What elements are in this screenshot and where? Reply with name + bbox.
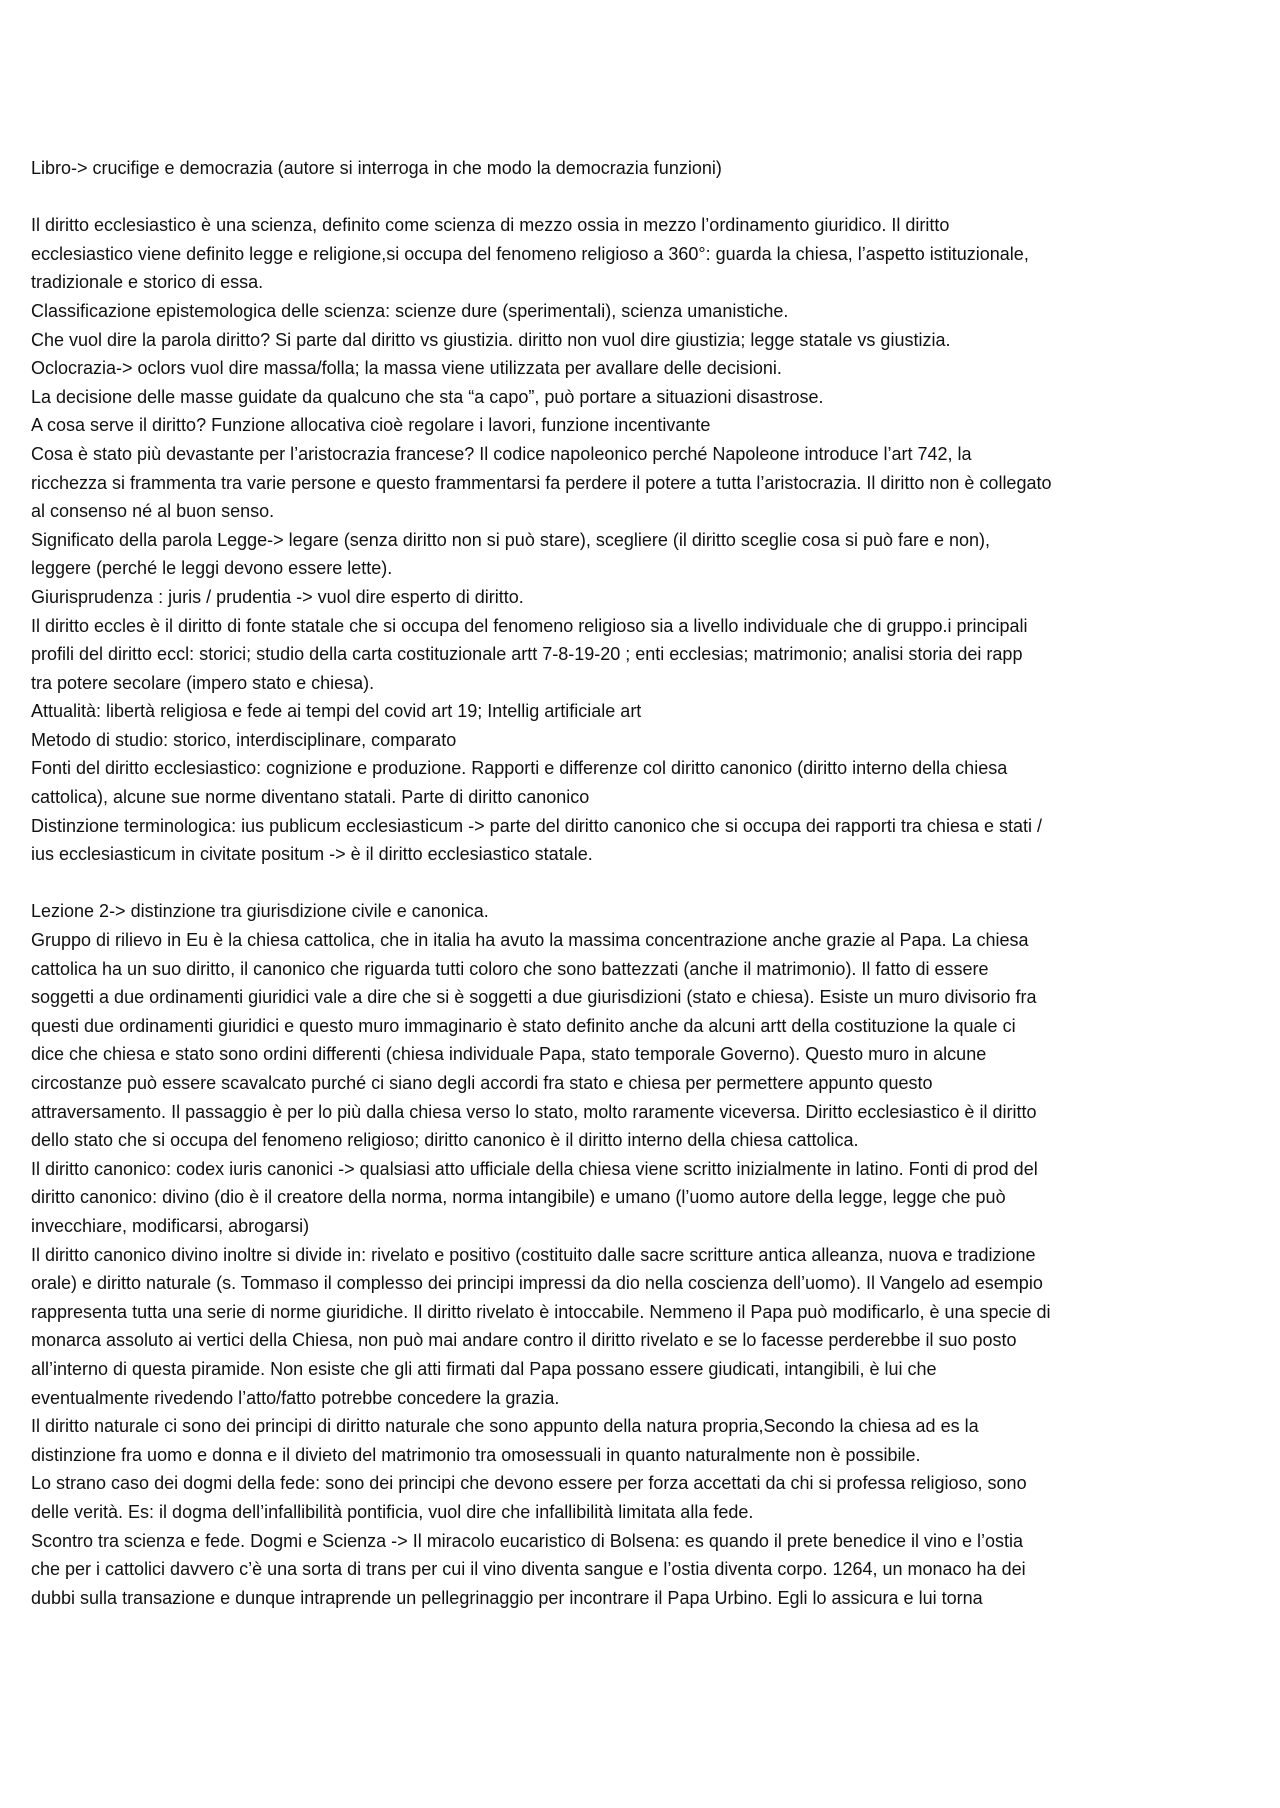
paragraph-gap <box>31 183 1256 212</box>
text-line: al consenso né al buon senso. <box>31 501 275 522</box>
text-line: Oclocrazia-> oclors vuol dire massa/folla; la massa viene utilizzata per avallare delle decisioni. <box>31 358 782 379</box>
text-line: attraversamento. Il passaggio è per lo più dalla chiesa verso lo stato, molto raramente viceversa. Diritto ecclesiastico è il diritto <box>31 1101 1037 1122</box>
text-line: che per i cattolici davvero c’è una sorta di trans per cui il vino diventa sangue e l’ostia diventa corpo. 1264, un monaco ha dei <box>31 1559 1026 1580</box>
text-line: Il diritto eccles è il diritto di fonte statale che si occupa del fenomeno religioso sia a livello individuale che di gruppo.i principali <box>31 615 1028 636</box>
text-line: Lezione 2-> distinzione tra giurisdizione civile e canonica. <box>31 901 489 922</box>
text-line: cattolica), alcune sue norme diventano statali. Parte di diritto canonico <box>31 787 590 808</box>
text-line: questi due ordinamenti giuridici e questo muro immaginario è stato definito anche da alcuni artt della costituzione la quale ci <box>31 1015 1016 1036</box>
text-line: Fonti del diritto ecclesiastico: cognizione e produzione. Rapporti e differenze col diritto canonico (diritto interno della chiesa <box>31 758 1008 779</box>
text-line: Metodo di studio: storico, interdisciplinare, comparato <box>31 729 457 750</box>
text-line: Lo strano caso dei dogmi della fede: sono dei principi che devono essere per forza accettati da chi si professa religioso, sono <box>31 1473 1027 1494</box>
text-line: Il diritto naturale ci sono dei principi di diritto naturale che sono appunto della natura propria,Secondo la chiesa ad es la <box>31 1416 979 1437</box>
text-line: ecclesiastico viene definito legge e religione,si occupa del fenomeno religioso a 360°: guarda la chiesa, l’aspetto istituzionale, <box>31 243 1029 264</box>
text-line: Classificazione epistemologica delle scienza: scienze dure (sperimentali), scienza umanistiche. <box>31 300 789 321</box>
text-line: Che vuol dire la parola diritto? Si parte dal diritto vs giustizia. diritto non vuol dire giustizia; legge statale vs giustizia. <box>31 329 951 350</box>
text-line: Cosa è stato più devastante per l’aristocrazia francese? Il codice napoleonico perché Napoleone introduce l’art 742, la <box>31 443 972 464</box>
paragraph-gap <box>31 869 1256 898</box>
text-line: eventualmente rivedendo l’atto/fatto potrebbe concedere la grazia. <box>31 1387 560 1408</box>
text-line: diritto canonico: divino (dio è il creatore della norma, norma intangibile) e umano (l’uomo autore della legge, legge che può <box>31 1187 1006 1208</box>
text-line: Libro-> crucifige e democrazia (autore si interroga in che modo la democrazia funzioni) <box>31 158 722 178</box>
text-line: tra potere secolare (impero stato e chiesa). <box>31 672 375 693</box>
text-line: profili del diritto eccl: storici; studio della carta costituzionale artt 7-8-19-20 ; enti ecclesias; matrimonio; analisi storia dei rapp <box>31 644 1023 665</box>
text-line: cattolica ha un suo diritto, il canonico che riguarda tutti coloro che sono battezzati (anche il matrimonio). Il fatto di essere <box>31 958 989 979</box>
text-line: soggetti a due ordinamenti giuridici vale a dire che si è soggetti a due giurisdizioni (stato e chiesa). Esiste un muro divisorio fra <box>31 987 1037 1008</box>
text-line: Gruppo di rilievo in Eu è la chiesa cattolica, che in italia ha avuto la massima concentrazione anche grazie al Papa. La chiesa <box>31 930 1029 951</box>
text-line: monarca assoluto ai vertici della Chiesa, non può mai andare contro il diritto rivelato e se lo facesse perderebbe il suo posto <box>31 1330 1017 1351</box>
text-line: Significato della parola Legge-> legare (senza diritto non si può stare), scegliere (il diritto sceglie cosa si può fare e non), <box>31 529 991 550</box>
text-line: orale) e diritto naturale (s. Tommaso il complesso dei principi impressi da dio nella coscienza dell’uomo). Il Vangelo ad esempio <box>31 1273 1043 1294</box>
text-line: rappresenta tutta una serie di norme giuridiche. Il diritto rivelato è intoccabile. Nemmeno il Papa può modificarlo, è una specie di <box>31 1301 1051 1322</box>
text-line: tradizionale e storico di essa. <box>31 272 264 293</box>
document-page <box>31 154 1256 1612</box>
text-line: circostanze può essere scavalcato purché ci siano degli accordi fra stato e chiesa per permettere appunto questo <box>31 1073 933 1093</box>
text-line: Il diritto canonico: codex iuris canonici -> qualsiasi atto ufficiale della chiesa viene scritto inizialmente in latino. Fonti di prod del <box>31 1158 1038 1179</box>
text-line: Scontro tra scienza e fede. Dogmi e Scienza -> Il miracolo eucaristico di Bolsena: es quando il prete benedice il vino e l’ostia <box>31 1530 1024 1551</box>
text-line: Il diritto canonico divino inoltre si divide in: rivelato e positivo (costituito dalle sacre scritture antica alleanza, nuova e tradizione <box>31 1244 1036 1265</box>
text-line: La decisione delle masse guidate da qualcuno che sta “a capo”, può portare a situazioni disastrose. <box>31 386 824 407</box>
text-line: A cosa serve il diritto? Funzione allocativa cioè regolare i lavori, funzione incentivante <box>31 415 711 436</box>
text-line: all’interno di questa piramide. Non esiste che gli atti firmati dal Papa possano essere giudicati, intangibili, è lui che <box>31 1358 937 1379</box>
text-line: Giurisprudenza : juris / prudentia -> vuol dire esperto di diritto. <box>31 586 524 607</box>
text-line: leggere (perché le leggi devono essere lette). <box>31 558 393 579</box>
text-line: dubbi sulla transazione e dunque intraprende un pellegrinaggio per incontrare il Papa Urbino. Egli lo assicura e lui torna <box>31 1587 983 1608</box>
text-line: distinzione fra uomo e donna e il divieto del matrimonio tra omosessuali in quanto naturalmente non è possibile. <box>31 1444 921 1465</box>
text-line: Attualità: libertà religiosa e fede ai tempi del covid art 19; Intellig artificiale art <box>31 701 642 722</box>
text-line: Distinzione terminologica: ius publicum ecclesiasticum -> parte del diritto canonico che si occupa dei rapporti tra chiesa e stati / <box>31 815 1042 836</box>
text-line: ius ecclesiasticum in civitate positum -> è il diritto ecclesiastico statale. <box>31 844 593 865</box>
text-line: ricchezza si frammenta tra varie persone e questo frammentarsi fa perdere il potere a tutta l’aristocrazia. Il diritto non è collegato <box>31 472 1052 493</box>
text-line: dello stato che si occupa del fenomeno religioso; diritto canonico è il diritto interno della chiesa cattolica. <box>31 1130 859 1151</box>
text-line: delle verità. Es: il dogma dell’infallibilità pontificia, vuol dire che infallibilità limitata alla fede. <box>31 1501 754 1522</box>
text-line: Il diritto ecclesiastico è una scienza, definito come scienza di mezzo ossia in mezzo l’ordinamento giuridico. Il diritto <box>31 215 950 236</box>
text-line: invecchiare, modificarsi, abrogarsi) <box>31 1215 310 1236</box>
text-line: dice che chiesa e stato sono ordini differenti (chiesa individuale Papa, stato temporale Governo). Questo muro in alcune <box>31 1044 987 1065</box>
